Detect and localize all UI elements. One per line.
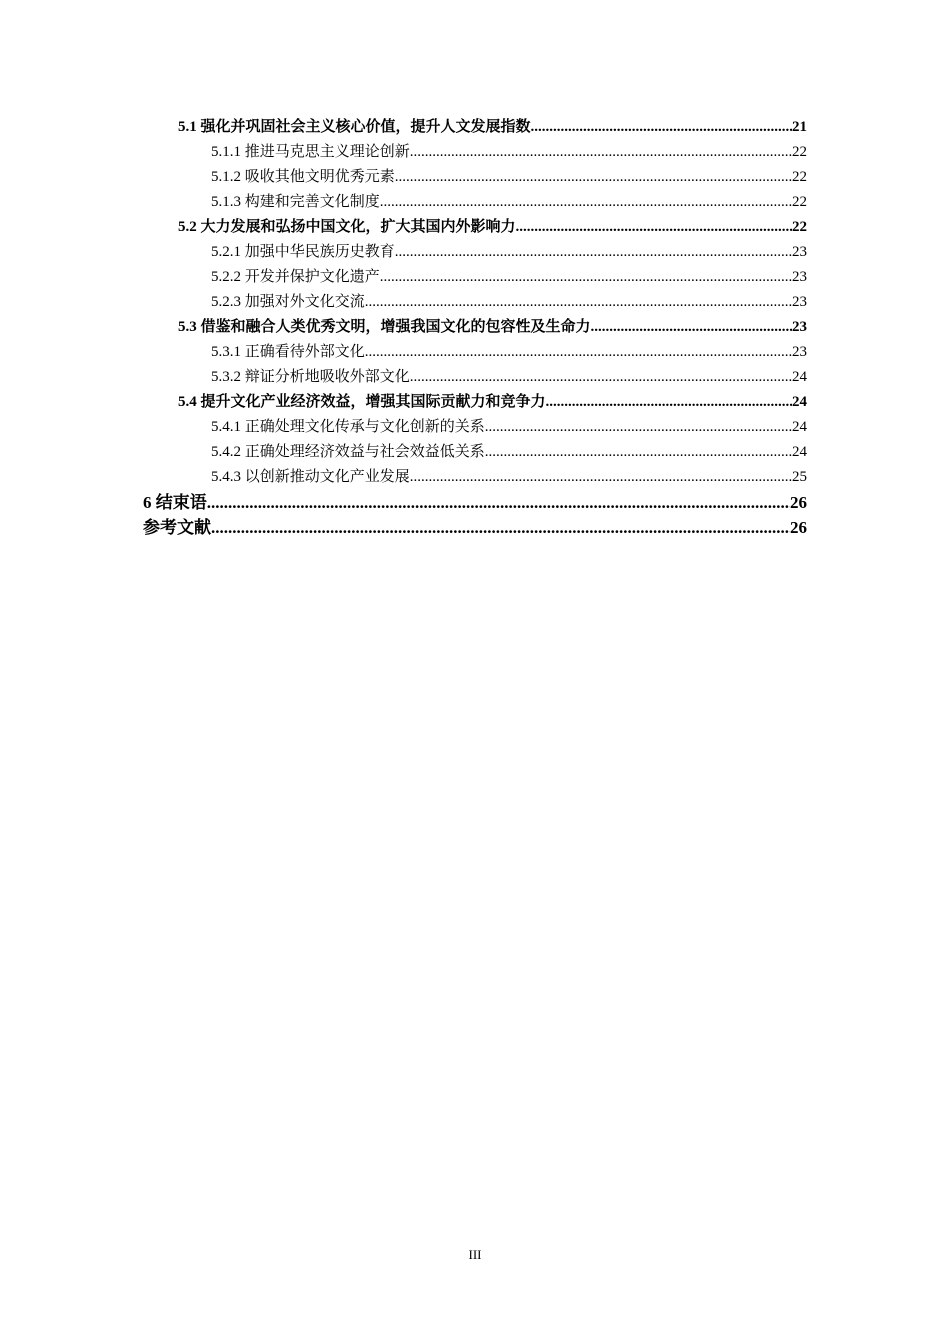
toc-dot-leader: [485, 415, 792, 440]
toc-entry-page-number: 24: [792, 444, 807, 460]
toc-entry-page-number: 22: [792, 219, 807, 235]
toc-dot-leader: [485, 440, 792, 465]
toc-entry-page-number: 25: [792, 469, 807, 485]
toc-entry-title: 5.4.2 正确处理经济效益与社会效益低关系: [211, 444, 485, 460]
toc-entry-title: 5.3.1 正确看待外部文化: [211, 344, 365, 360]
toc-entry[interactable]: [0, 315, 950, 340]
toc-entry-page-number: 22: [792, 144, 807, 160]
toc-entry-title: 5.1.2 吸收其他文明优秀元素: [211, 169, 395, 185]
toc-entry[interactable]: [0, 515, 950, 540]
toc-entry-title: 5.4 提升文化产业经济效益，增强其国际贡献力和竞争力: [178, 394, 546, 410]
toc-dot-leader: [207, 490, 790, 515]
toc-entry[interactable]: [0, 240, 950, 265]
toc-dot-leader: [410, 140, 792, 165]
toc-entry[interactable]: [0, 490, 950, 515]
toc-entry-page-number: 24: [792, 419, 807, 435]
toc-entry-page-number: 22: [792, 169, 807, 185]
toc-entry-page-number: 24: [792, 394, 807, 410]
toc-entry-title: 5.2.2 开发并保护文化遗产: [211, 269, 380, 285]
toc-entry-title: 参考文献: [143, 518, 211, 537]
toc-entry[interactable]: [0, 465, 950, 490]
toc-entry-title: 5.4.1 正确处理文化传承与文化创新的关系: [211, 419, 485, 435]
toc-entry-title: 5.3 借鉴和融合人类优秀文明，增强我国文化的包容性及生命力: [178, 319, 591, 335]
toc-dot-leader: [395, 165, 792, 190]
toc-dot-leader: [395, 240, 792, 265]
toc-entry-title: 5.1.3 构建和完善文化制度: [211, 194, 380, 210]
toc-dot-leader: [516, 215, 792, 240]
toc-entry-page-number: 22: [792, 194, 807, 210]
toc-entry-page-number: 23: [792, 294, 807, 310]
toc-dot-leader: [531, 115, 792, 140]
toc-entry-title: 5.1.1 推进马克思主义理论创新: [211, 144, 410, 160]
toc-entry[interactable]: [0, 190, 950, 215]
toc-dot-leader: [211, 515, 790, 540]
toc-dot-leader: [410, 365, 792, 390]
toc-entry[interactable]: [0, 415, 950, 440]
toc-entry[interactable]: [0, 140, 950, 165]
toc-entry-title: 5.3.2 辩证分析地吸收外部文化: [211, 369, 410, 385]
toc-dot-leader: [410, 465, 792, 490]
toc-dot-leader: [380, 265, 792, 290]
toc-entry[interactable]: [0, 390, 950, 415]
toc-entry-title: 5.1 强化并巩固社会主义核心价值，提升人文发展指数: [178, 119, 531, 135]
toc-entry[interactable]: [0, 165, 950, 190]
toc-entry-title: 5.4.3 以创新推动文化产业发展: [211, 469, 410, 485]
toc-entry[interactable]: [0, 215, 950, 240]
toc-entry-title: 5.2.3 加强对外文化交流: [211, 294, 365, 310]
toc-entry-page-number: 24: [792, 369, 807, 385]
toc-dot-leader: [365, 290, 792, 315]
toc-entry-page-number: 23: [792, 319, 807, 335]
toc-entry-page-number: 26: [790, 518, 807, 537]
toc-entry[interactable]: [0, 290, 950, 315]
toc-entry[interactable]: [0, 365, 950, 390]
toc-dot-leader: [365, 340, 792, 365]
toc-entry[interactable]: [0, 265, 950, 290]
toc-entry-title: 5.2 大力发展和弘扬中国文化，扩大其国内外影响力: [178, 219, 516, 235]
toc-entry-title: 6 结束语: [143, 493, 207, 512]
toc-dot-leader: [380, 190, 792, 215]
toc-entry[interactable]: [0, 340, 950, 365]
toc-entry-page-number: 21: [792, 119, 807, 135]
page-number: III: [468, 1247, 482, 1262]
toc-dot-leader: [546, 390, 792, 415]
toc-dot-leader: [591, 315, 792, 340]
toc-entry-page-number: 23: [792, 269, 807, 285]
toc-entry[interactable]: [0, 440, 950, 465]
toc-entry-page-number: 23: [792, 244, 807, 260]
table-of-contents: [0, 115, 950, 540]
toc-entry-title: 5.2.1 加强中华民族历史教育: [211, 244, 395, 260]
toc-entry-page-number: 26: [790, 493, 807, 512]
toc-entry-page-number: 23: [792, 344, 807, 360]
toc-entry[interactable]: [0, 115, 950, 140]
